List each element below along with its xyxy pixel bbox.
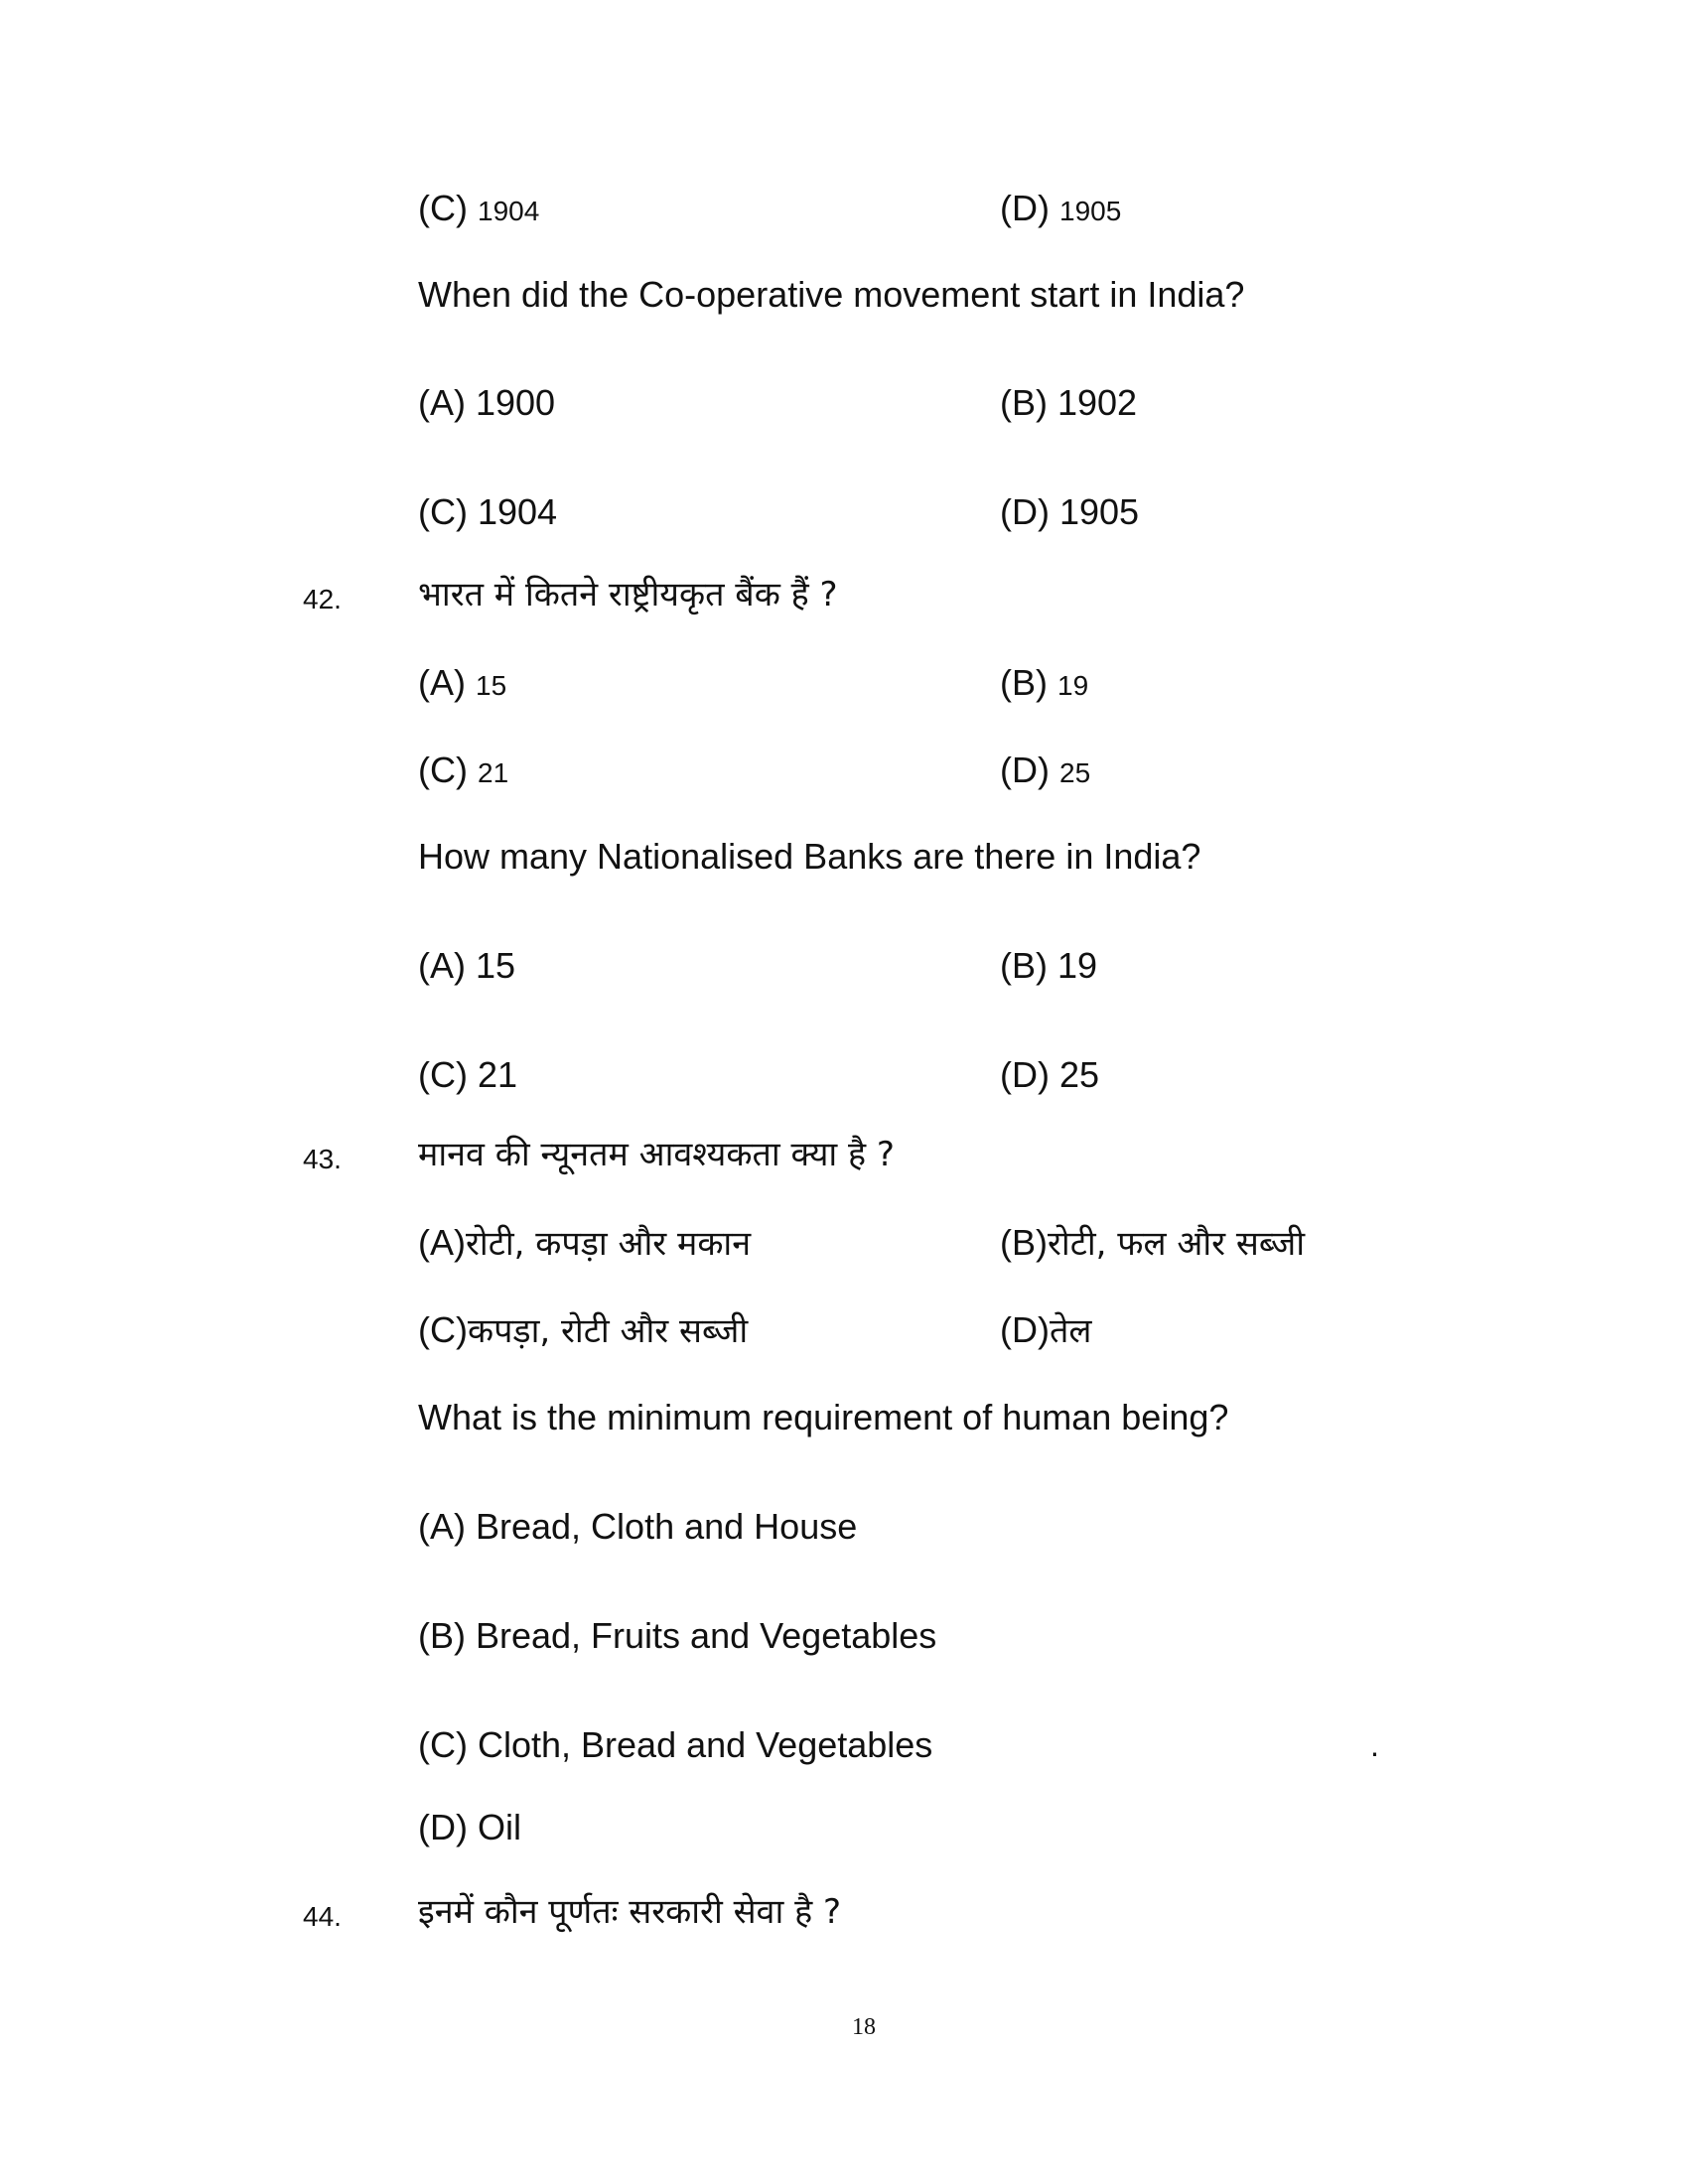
q41-en-option-d: (D) 1905	[1000, 491, 1140, 532]
q42-en-option-d: (D) 25	[1000, 1054, 1100, 1095]
q41-en-option-b: (B) 1902	[1000, 382, 1138, 423]
option-value: 25	[1059, 757, 1091, 788]
option-value: 1904	[478, 196, 540, 226]
q42-en-option-a: (A) 15	[418, 945, 516, 986]
option-letter: (D)	[1000, 1309, 1050, 1350]
q41-hi-option-d	[1000, 188, 1122, 228]
q43-en-question: What is the minimum requirement of human being?	[418, 1397, 1229, 1437]
option-letter: (D)	[1000, 750, 1050, 790]
q42-hi-option-a	[418, 662, 507, 703]
q44-number: 44.	[303, 1901, 342, 1932]
q43-en-option-a: (A) Bread, Cloth and House	[418, 1506, 858, 1547]
option-value: 1905	[1059, 196, 1122, 226]
q42-hi-option-d	[1000, 752, 1090, 788]
q42-hi-question: भारत में कितने राष्ट्रीयकृत बैंक हैं ?	[418, 575, 838, 614]
option-letter: (D)	[1000, 188, 1050, 228]
option-letter: (B)	[1000, 1222, 1048, 1263]
option-letter: (C)	[418, 1309, 468, 1350]
q41-en-question: When did the Co-operative movement start in India?	[418, 274, 1245, 315]
option-value: रोटी, फल और सब्जी	[1048, 1224, 1306, 1264]
q43-en-option-d: (D) Oil	[418, 1807, 521, 1847]
option-value: 15	[476, 670, 507, 701]
q43-number: 43.	[303, 1144, 342, 1174]
page-number: 18	[852, 2014, 876, 2040]
q43-hi-option-c	[418, 1309, 749, 1351]
q41-hi-option-c	[418, 188, 540, 228]
option-letter: (C)	[418, 750, 468, 790]
q42-hi-option-b	[1000, 662, 1089, 703]
option-value: तेल	[1049, 1311, 1092, 1351]
q42-en-question: How many Nationalised Banks are there in India?	[418, 836, 1201, 877]
option-value: कपड़ा, रोटी और सब्जी	[467, 1311, 749, 1351]
q43-hi-option-b	[1000, 1222, 1306, 1264]
q42-en-option-b: (B) 19	[1000, 945, 1098, 986]
q44-hi-question: इनमें कौन पूर्णतः सरकारी सेवा है ?	[418, 1892, 841, 1932]
q42-hi-option-c	[418, 752, 508, 788]
stray-dot-mark: .	[1370, 1727, 1379, 1763]
q41-en-option-a: (A) 1900	[418, 382, 556, 423]
option-value: 19	[1057, 670, 1089, 701]
q43-hi-option-d	[1000, 1309, 1092, 1351]
option-letter: (C)	[418, 188, 468, 228]
option-letter: (B)	[1000, 662, 1048, 703]
q42-number: 42.	[303, 584, 342, 614]
option-letter: (A)	[418, 1222, 466, 1263]
q43-en-option-b: (B) Bread, Fruits and Vegetables	[418, 1615, 937, 1656]
q43-hi-option-a	[418, 1222, 752, 1264]
q43-hi-question: मानव की न्यूनतम आवश्यकता क्या है ?	[418, 1135, 895, 1174]
q42-en-option-c: (C) 21	[418, 1054, 518, 1095]
q41-en-option-c: (C) 1904	[418, 491, 558, 532]
option-value: रोटी, कपड़ा और मकान	[466, 1224, 752, 1264]
q43-en-option-c: (C) Cloth, Bread and Vegetables	[418, 1724, 933, 1765]
option-letter: (A)	[418, 662, 466, 703]
option-value: 21	[478, 757, 509, 788]
